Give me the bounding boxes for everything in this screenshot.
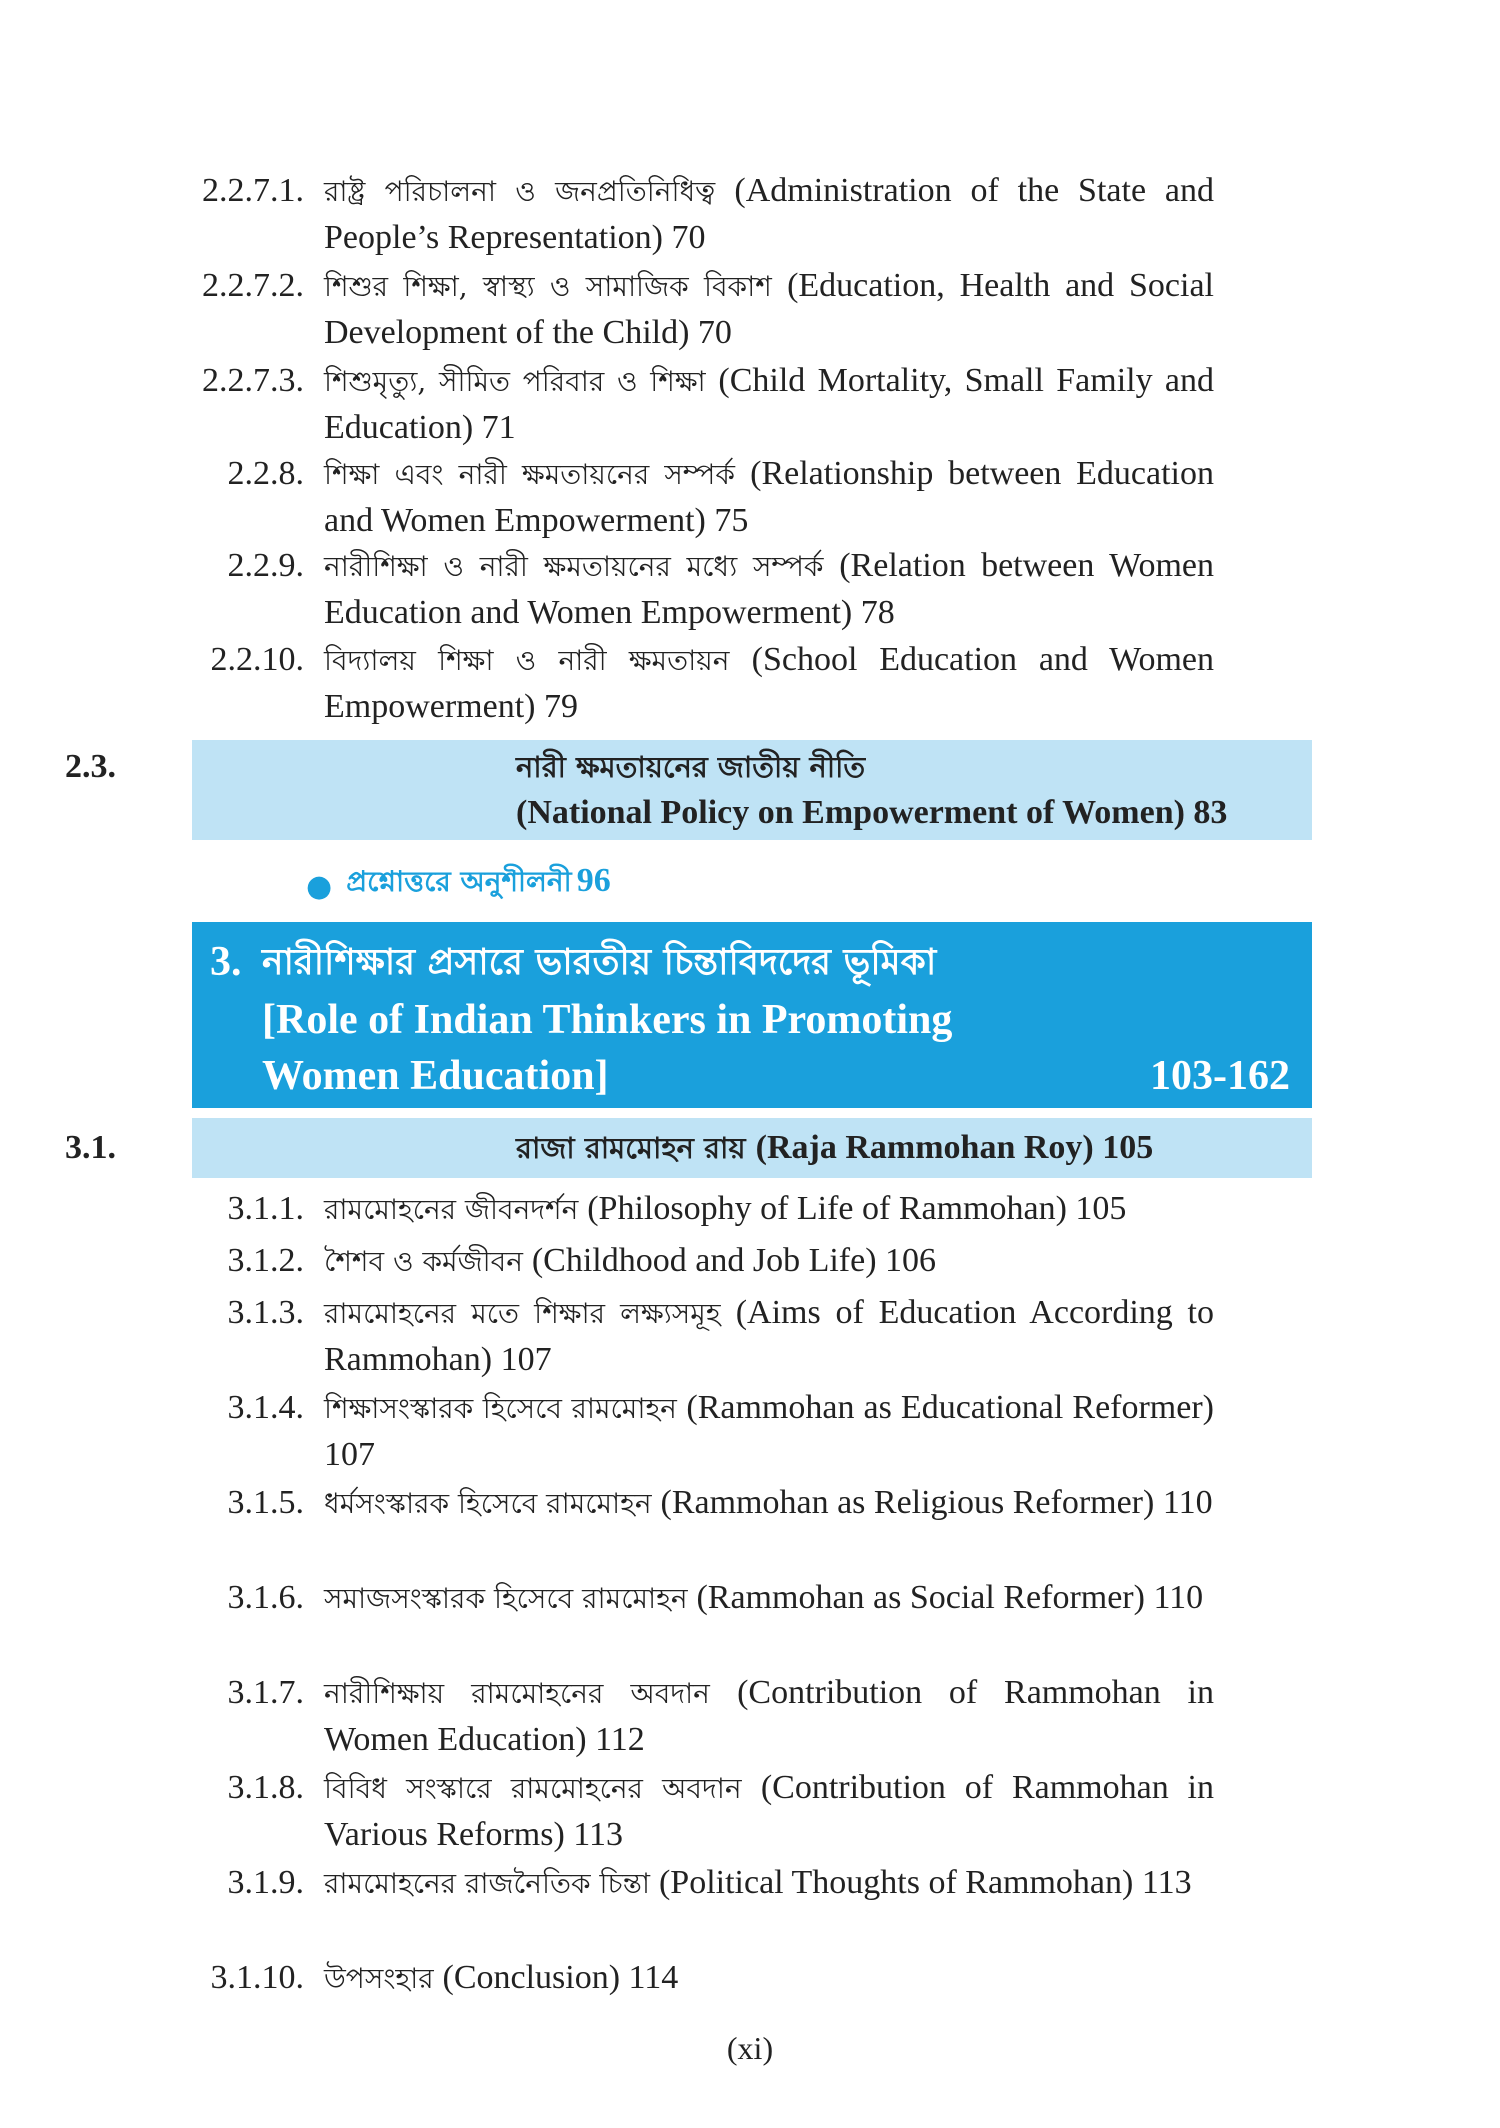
chapter-pages: 103-162 xyxy=(1150,1053,1290,1099)
entry-title-bn: নারীশিক্ষা ও নারী ক্ষমতায়নের মধ্যে সম্পর্ক xyxy=(324,550,824,583)
entry-title-bn: বিবিধ সংস্কারে রামমোহনের অবদান xyxy=(324,1772,742,1805)
entry-number: 3.1.1. xyxy=(227,1190,304,1227)
entry-text xyxy=(324,1670,1214,1764)
entry-title-bn: ধর্মসংস্কারক হিসেবে রামমোহন xyxy=(324,1487,652,1520)
entry-text xyxy=(324,1575,1214,1622)
section-title-bn: নারী ক্ষমতায়নের জাতীয় নীতি xyxy=(516,750,866,784)
entry-text xyxy=(324,1290,1214,1384)
entry-number: 3.1.3. xyxy=(227,1294,304,1331)
entry-number: 2.2.7.1. xyxy=(202,172,304,209)
entry-text xyxy=(324,358,1214,452)
entry-title-en: (Relation between Women Education and Women Empowerment) 78 xyxy=(324,547,1214,631)
entry-number: 2.2.9. xyxy=(227,547,304,584)
entry-text xyxy=(324,1480,1214,1527)
entry-text xyxy=(324,1385,1214,1479)
section-title: রাজা রামমোহন রায় (Raja Rammohan Roy) 105 xyxy=(516,1129,1154,1166)
entry-number: 3.1.7. xyxy=(227,1674,304,1711)
chapter-band xyxy=(192,922,1312,1108)
entry-number: 3.1.10. xyxy=(210,1959,304,1996)
entry-number: 3.1.9. xyxy=(227,1864,304,1901)
entry-title-en: (Conclusion) 114 xyxy=(442,1959,679,1996)
entry-title-en: (Contribution of Rammohan in Various Reforms) 113 xyxy=(324,1769,1214,1853)
entry-title-en: (Childhood and Job Life) 106 xyxy=(531,1242,937,1279)
entry-text xyxy=(324,1765,1214,1859)
entry-title-en: (Relationship between Education and Women Empowerment) 75 xyxy=(324,455,1214,539)
entry-text xyxy=(324,543,1214,637)
entry-number: 2.2.7.3. xyxy=(202,362,304,399)
entry-title-en: (Rammohan as Social Reformer) 110 xyxy=(696,1579,1204,1616)
section-number: 3.1. xyxy=(65,1129,116,1166)
entry-text xyxy=(324,263,1214,357)
entry-title-en: (Political Thoughts of Rammohan) 113 xyxy=(658,1864,1192,1901)
entry-number: 3.1.4. xyxy=(227,1389,304,1426)
chapter-title-bn: নারীশিক্ষার প্রসারে ভারতীয় চিন্তাবিদদের ভূমিকা xyxy=(262,941,937,983)
entry-text xyxy=(324,1238,1214,1285)
entry-number: 3.1.5. xyxy=(227,1484,304,1521)
entry-title-en: (Philosophy of Life of Rammohan) 105 xyxy=(587,1190,1127,1227)
entry-title-bn: রামমোহনের রাজনৈতিক চিন্তা xyxy=(324,1867,651,1900)
entry-text xyxy=(324,1955,1214,2002)
entry-title-en: (Child Mortality, Small Family and Education) 71 xyxy=(324,362,1214,446)
entry-title-bn: শৈশব ও কর্মজীবন xyxy=(324,1245,523,1278)
entry-number: 3.1.2. xyxy=(227,1242,304,1279)
entry-title-bn: শিশুর শিক্ষা, স্বাস্থ্য ও সামাজিক বিকাশ xyxy=(324,270,772,303)
bullet-icon: ● xyxy=(306,869,333,904)
entry-title-en: (Rammohan as Educational Reformer) 107 xyxy=(324,1389,1214,1473)
entry-number: 3.1.8. xyxy=(227,1769,304,1806)
chapter-number: 3. xyxy=(210,939,242,985)
entry-title-bn: রামমোহনের মতে শিক্ষার লক্ষ্যসমূহ xyxy=(324,1297,721,1330)
entry-text xyxy=(324,1860,1214,1907)
section-title-en: (National Policy on Empowerment of Women) 83 xyxy=(516,794,1228,831)
entry-title-bn: বিদ্যালয় শিক্ষা ও নারী ক্ষমতায়ন xyxy=(324,644,730,677)
entry-title-bn: শিক্ষাসংস্কারক হিসেবে রামমোহন xyxy=(324,1392,677,1425)
entry-title-en: (School Education and Women Empowerment) 79 xyxy=(324,641,1214,725)
entry-title-en: (Rammohan as Religious Reformer) 110 xyxy=(660,1484,1213,1521)
entry-title-bn: সমাজসংস্কারক হিসেবে রামমোহন xyxy=(324,1582,688,1615)
chapter-title-en-line1: [Role of Indian Thinkers in Promoting xyxy=(262,997,953,1043)
entry-text xyxy=(324,1186,1214,1233)
entry-title-en: (Administration of the State and People’s Representation) 70 xyxy=(324,172,1214,256)
exercise-page: 96 xyxy=(576,862,611,899)
page-number: (xi) xyxy=(726,2030,774,2066)
entry-number: 3.1.6. xyxy=(227,1579,304,1616)
entry-title-bn: রাষ্ট্র পরিচালনা ও জনপ্রতিনিধিত্ব xyxy=(324,175,716,208)
entry-number: 2.2.7.2. xyxy=(202,267,304,304)
chapter-title-en-line2: Women Education] xyxy=(262,1053,609,1099)
entry-text xyxy=(324,451,1214,545)
exercise-entry xyxy=(306,860,611,907)
entry-title-bn: নারীশিক্ষায় রামমোহনের অবদান xyxy=(324,1677,710,1710)
section-band-3-1 xyxy=(65,1118,1312,1178)
entry-number: 2.2.8. xyxy=(227,455,304,492)
entry-number: 2.2.10. xyxy=(210,641,304,678)
section-band-2-3 xyxy=(65,740,1312,840)
entry-title-bn: রামমোহনের জীবনদর্শন xyxy=(324,1193,579,1226)
entry-text xyxy=(324,168,1214,262)
entry-title-en: (Aims of Education According to Rammohan) 107 xyxy=(324,1294,1215,1378)
entry-title-bn: শিক্ষা এবং নারী ক্ষমতায়নের সম্পর্ক xyxy=(324,458,735,491)
section-number: 2.3. xyxy=(65,748,116,785)
entry-title-en: (Education, Health and Social Development of the Child) 70 xyxy=(324,267,1214,351)
entry-title-bn: শিশুমৃত্যু, সীমিত পরিবার ও শিক্ষা xyxy=(324,365,706,398)
entry-title-bn: উপসংহার xyxy=(324,1962,434,1995)
exercise-title: প্রশ্নোত্তরে অনুশীলনী xyxy=(346,865,572,898)
entry-title-en: (Contribution of Rammohan in Women Education) 112 xyxy=(324,1674,1214,1758)
entry-text xyxy=(324,637,1214,731)
